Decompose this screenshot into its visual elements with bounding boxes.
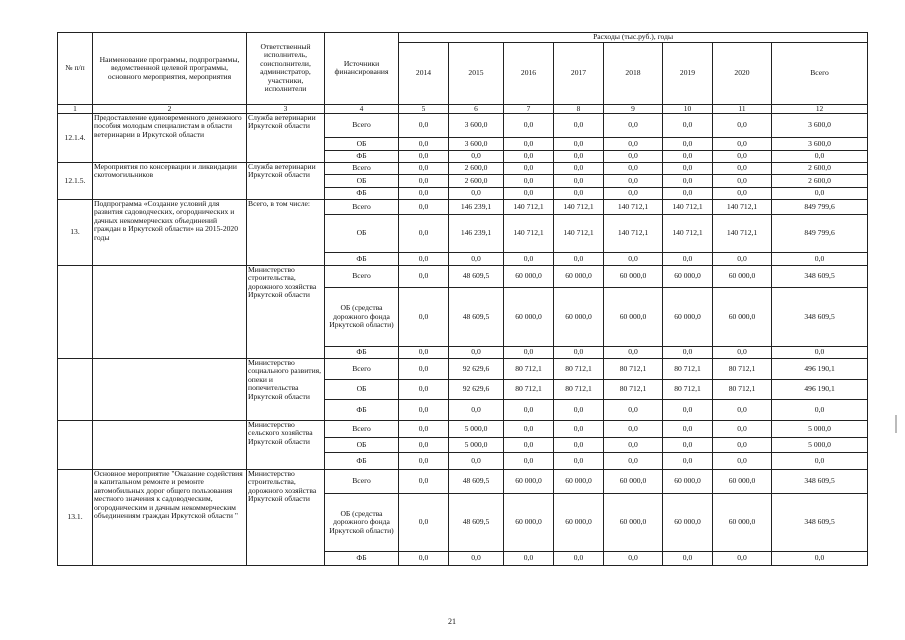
value-cell: 0,0 — [604, 187, 663, 199]
value-cell: 0,0 — [554, 137, 604, 150]
value-cell: 140 712,1 — [604, 199, 663, 214]
value-cell: 0,0 — [399, 551, 449, 565]
value-cell: 0,0 — [504, 437, 554, 452]
row-number: 12.1.5. — [58, 162, 93, 199]
value-cell: 0,0 — [663, 187, 713, 199]
col-number: 2 — [93, 104, 247, 113]
header-year: 2020 — [713, 42, 772, 104]
source-cell: ФБ — [325, 187, 399, 199]
value-cell: 0,0 — [504, 137, 554, 150]
header-expenses: Расходы (тыс.руб.), годы — [399, 33, 868, 43]
value-cell: 2 600,0 — [449, 174, 504, 187]
value-cell: 0,0 — [604, 346, 663, 358]
value-cell: 60 000,0 — [604, 493, 663, 551]
budget-table — [57, 32, 868, 566]
value-cell: 5 000,0 — [772, 420, 868, 437]
row-number: 13.1. — [58, 469, 93, 565]
source-cell: Всего — [325, 265, 399, 287]
source-cell: ФБ — [325, 452, 399, 469]
value-cell: 60 000,0 — [604, 469, 663, 493]
source-cell: ОБ — [325, 437, 399, 452]
source-cell: ОБ — [325, 379, 399, 399]
value-cell: 3 600,0 — [772, 137, 868, 150]
value-cell: 0,0 — [604, 437, 663, 452]
value-cell: 0,0 — [772, 150, 868, 162]
value-cell: 0,0 — [713, 452, 772, 469]
value-cell: 60 000,0 — [554, 493, 604, 551]
value-cell: 48 609,5 — [449, 287, 504, 346]
col-number: 1 — [58, 104, 93, 113]
value-cell: 80 712,1 — [604, 358, 663, 379]
value-cell: 60 000,0 — [663, 469, 713, 493]
value-cell: 60 000,0 — [713, 469, 772, 493]
value-cell: 849 799,6 — [772, 214, 868, 252]
table-row — [58, 199, 868, 214]
header-num: № п/п — [58, 33, 93, 105]
col-number: 6 — [449, 104, 504, 113]
value-cell: 0,0 — [663, 551, 713, 565]
value-cell: 60 000,0 — [713, 287, 772, 346]
value-cell: 0,0 — [504, 174, 554, 187]
row-responsible: Служба ветеринарии Иркутской области — [247, 113, 325, 162]
value-cell: 146 239,1 — [449, 214, 504, 252]
table-row — [58, 265, 868, 287]
source-cell: ФБ — [325, 150, 399, 162]
table-row — [58, 162, 868, 174]
value-cell: 48 609,5 — [449, 265, 504, 287]
value-cell: 0,0 — [449, 150, 504, 162]
value-cell: 0,0 — [663, 346, 713, 358]
source-cell: Всего — [325, 113, 399, 137]
value-cell: 0,0 — [713, 113, 772, 137]
value-cell: 0,0 — [399, 162, 449, 174]
row-responsible: Министерство социального развития, опеки и попечительства Иркутской области — [247, 358, 325, 420]
row-name: Подпрограмма «Создание условий для развития садоводческих, огороднических и дачных некоммерческих объединений граждан в Иркутской области» на 2015-2020 годы — [93, 199, 247, 265]
col-number: 3 — [247, 104, 325, 113]
header-name: Наименование программы, подпрограммы, ведомственной целевой программы, основного мероприятия, мероприятия — [93, 33, 247, 105]
value-cell: 0,0 — [554, 150, 604, 162]
source-cell: Всего — [325, 199, 399, 214]
value-cell: 60 000,0 — [604, 265, 663, 287]
value-cell: 80 712,1 — [604, 379, 663, 399]
value-cell: 60 000,0 — [554, 265, 604, 287]
value-cell: 0,0 — [399, 346, 449, 358]
value-cell: 0,0 — [604, 113, 663, 137]
value-cell: 0,0 — [713, 346, 772, 358]
value-cell: 0,0 — [772, 399, 868, 420]
value-cell: 60 000,0 — [554, 287, 604, 346]
value-cell: 0,0 — [399, 265, 449, 287]
row-responsible: Служба ветеринарии Иркутской области — [247, 162, 325, 199]
col-number: 5 — [399, 104, 449, 113]
row-responsible: Министерство сельского хозяйства Иркутской области — [247, 420, 325, 469]
value-cell: 0,0 — [713, 187, 772, 199]
value-cell: 0,0 — [399, 437, 449, 452]
col-number: 9 — [604, 104, 663, 113]
value-cell: 0,0 — [554, 399, 604, 420]
value-cell: 0,0 — [504, 346, 554, 358]
value-cell: 348 609,5 — [772, 265, 868, 287]
value-cell: 60 000,0 — [504, 493, 554, 551]
column-number-row — [58, 104, 868, 113]
value-cell: 0,0 — [449, 452, 504, 469]
value-cell: 0,0 — [713, 174, 772, 187]
value-cell: 0,0 — [604, 162, 663, 174]
empty-cell — [93, 265, 247, 358]
value-cell: 80 712,1 — [504, 358, 554, 379]
value-cell: 0,0 — [399, 287, 449, 346]
value-cell: 140 712,1 — [713, 214, 772, 252]
value-cell: 60 000,0 — [504, 469, 554, 493]
value-cell: 0,0 — [399, 493, 449, 551]
value-cell: 0,0 — [554, 551, 604, 565]
col-number: 7 — [504, 104, 554, 113]
table-row — [58, 469, 868, 493]
value-cell: 5 000,0 — [449, 420, 504, 437]
value-cell: 0,0 — [399, 113, 449, 137]
value-cell: 60 000,0 — [663, 493, 713, 551]
value-cell: 0,0 — [713, 551, 772, 565]
header-responsible: Ответственный исполнитель, соисполнители, администратор, участники, исполнители — [247, 33, 325, 105]
source-cell: ОБ — [325, 214, 399, 252]
value-cell: 0,0 — [399, 469, 449, 493]
value-cell: 0,0 — [772, 452, 868, 469]
table-row — [58, 420, 868, 437]
value-cell: 80 712,1 — [713, 358, 772, 379]
value-cell: 0,0 — [663, 113, 713, 137]
value-cell: 0,0 — [504, 420, 554, 437]
value-cell: 60 000,0 — [713, 493, 772, 551]
value-cell: 0,0 — [604, 399, 663, 420]
row-responsible: Всего, в том числе: — [247, 199, 325, 265]
value-cell: 0,0 — [504, 399, 554, 420]
header-total: Всего — [772, 42, 868, 104]
value-cell: 0,0 — [554, 437, 604, 452]
col-number: 10 — [663, 104, 713, 113]
value-cell: 0,0 — [663, 137, 713, 150]
value-cell: 0,0 — [663, 162, 713, 174]
value-cell: 60 000,0 — [504, 265, 554, 287]
value-cell: 140 712,1 — [554, 199, 604, 214]
value-cell: 3 600,0 — [449, 137, 504, 150]
value-cell: 0,0 — [713, 420, 772, 437]
value-cell: 0,0 — [663, 150, 713, 162]
value-cell: 0,0 — [399, 187, 449, 199]
source-cell: ОБ (средства дорожного фонда Иркутской области) — [325, 287, 399, 346]
value-cell: 0,0 — [554, 187, 604, 199]
source-cell: Всего — [325, 358, 399, 379]
col-number: 11 — [713, 104, 772, 113]
value-cell: 0,0 — [663, 452, 713, 469]
value-cell: 348 609,5 — [772, 493, 868, 551]
source-cell: ФБ — [325, 399, 399, 420]
value-cell: 0,0 — [504, 452, 554, 469]
row-name: Основное мероприятие "Оказание содействия в капитальном ремонте и ремонте автомобильных дорог общего пользования местного значения к садоводческим, огородническим и дачным некоммерческим объединениям граждан Иркутской области " — [93, 469, 247, 565]
page-number: 21 — [448, 617, 456, 626]
value-cell: 0,0 — [504, 551, 554, 565]
value-cell: 48 609,5 — [449, 493, 504, 551]
value-cell: 348 609,5 — [772, 469, 868, 493]
table-row — [58, 113, 868, 137]
value-cell: 2 600,0 — [449, 162, 504, 174]
row-responsible: Министерство строительства, дорожного хозяйства Иркутской области — [247, 469, 325, 565]
value-cell: 0,0 — [399, 358, 449, 379]
value-cell: 0,0 — [554, 174, 604, 187]
value-cell: 3 600,0 — [772, 113, 868, 137]
value-cell: 60 000,0 — [504, 287, 554, 346]
header-year: 2019 — [663, 42, 713, 104]
source-cell: ФБ — [325, 346, 399, 358]
value-cell: 0,0 — [713, 137, 772, 150]
header-year: 2015 — [449, 42, 504, 104]
value-cell: 60 000,0 — [554, 469, 604, 493]
source-cell: Всего — [325, 420, 399, 437]
empty-cell — [93, 420, 247, 469]
header-year: 2014 — [399, 42, 449, 104]
value-cell: 0,0 — [554, 113, 604, 137]
value-cell: 0,0 — [663, 252, 713, 265]
value-cell: 0,0 — [399, 379, 449, 399]
value-cell: 0,0 — [663, 174, 713, 187]
col-number: 8 — [554, 104, 604, 113]
value-cell: 2 600,0 — [772, 174, 868, 187]
value-cell: 0,0 — [554, 420, 604, 437]
value-cell: 0,0 — [713, 437, 772, 452]
value-cell: 0,0 — [772, 346, 868, 358]
value-cell: 60 000,0 — [604, 287, 663, 346]
value-cell: 3 600,0 — [449, 113, 504, 137]
row-responsible: Министерство строительства, дорожного хозяйства Иркутской области — [247, 265, 325, 358]
value-cell: 140 712,1 — [604, 214, 663, 252]
value-cell: 0,0 — [604, 420, 663, 437]
source-cell: ФБ — [325, 551, 399, 565]
value-cell: 0,0 — [713, 252, 772, 265]
value-cell: 0,0 — [449, 346, 504, 358]
value-cell: 0,0 — [554, 252, 604, 265]
value-cell: 0,0 — [604, 252, 663, 265]
value-cell: 0,0 — [399, 150, 449, 162]
value-cell: 0,0 — [713, 150, 772, 162]
empty-cell — [93, 358, 247, 420]
value-cell: 0,0 — [449, 252, 504, 265]
col-number: 12 — [772, 104, 868, 113]
value-cell: 48 609,5 — [449, 469, 504, 493]
value-cell: 0,0 — [604, 150, 663, 162]
value-cell: 0,0 — [772, 551, 868, 565]
value-cell: 0,0 — [504, 150, 554, 162]
header-year: 2018 — [604, 42, 663, 104]
row-name: Предоставление единовременного денежного пособия молодым специалистам в области ветеринарии в Иркутской области — [93, 113, 247, 162]
value-cell: 140 712,1 — [663, 199, 713, 214]
value-cell: 0,0 — [663, 420, 713, 437]
value-cell: 0,0 — [554, 452, 604, 469]
header-year: 2017 — [554, 42, 604, 104]
value-cell: 0,0 — [399, 137, 449, 150]
value-cell: 80 712,1 — [554, 379, 604, 399]
value-cell: 5 000,0 — [772, 437, 868, 452]
value-cell: 140 712,1 — [554, 214, 604, 252]
header-source: Источники финансирования — [325, 33, 399, 105]
value-cell: 140 712,1 — [504, 199, 554, 214]
col-number: 4 — [325, 104, 399, 113]
source-cell: ОБ (средства дорожного фонда Иркутской области) — [325, 493, 399, 551]
empty-cell — [58, 265, 93, 358]
value-cell: 80 712,1 — [663, 379, 713, 399]
value-cell: 0,0 — [604, 174, 663, 187]
value-cell: 80 712,1 — [663, 358, 713, 379]
source-cell: ОБ — [325, 174, 399, 187]
value-cell: 80 712,1 — [504, 379, 554, 399]
value-cell: 0,0 — [399, 174, 449, 187]
value-cell: 0,0 — [554, 162, 604, 174]
empty-cell — [58, 358, 93, 420]
value-cell: 92 629,6 — [449, 379, 504, 399]
value-cell: 5 000,0 — [449, 437, 504, 452]
value-cell: 140 712,1 — [663, 214, 713, 252]
source-cell: Всего — [325, 162, 399, 174]
source-cell: Всего — [325, 469, 399, 493]
value-cell: 0,0 — [713, 162, 772, 174]
value-cell: 849 799,6 — [772, 199, 868, 214]
value-cell: 140 712,1 — [504, 214, 554, 252]
value-cell: 0,0 — [604, 137, 663, 150]
value-cell: 0,0 — [399, 420, 449, 437]
header-year: 2016 — [504, 42, 554, 104]
value-cell: 0,0 — [399, 214, 449, 252]
value-cell: 80 712,1 — [713, 379, 772, 399]
value-cell: 0,0 — [504, 252, 554, 265]
table-row — [58, 358, 868, 379]
value-cell: 80 712,1 — [554, 358, 604, 379]
row-name: Мероприятия по консервации и ликвидации скотомогильников — [93, 162, 247, 199]
value-cell: 60 000,0 — [663, 287, 713, 346]
empty-cell — [58, 420, 93, 469]
row-number: 12.1.4. — [58, 113, 93, 162]
value-cell: 0,0 — [772, 252, 868, 265]
value-cell: 348 609,5 — [772, 287, 868, 346]
value-cell: 140 712,1 — [713, 199, 772, 214]
value-cell: 0,0 — [449, 187, 504, 199]
value-cell: 496 190,1 — [772, 358, 868, 379]
value-cell: 0,0 — [604, 452, 663, 469]
row-number: 13. — [58, 199, 93, 265]
value-cell: 0,0 — [399, 452, 449, 469]
value-cell: 496 190,1 — [772, 379, 868, 399]
value-cell: 0,0 — [604, 551, 663, 565]
value-cell: 0,0 — [504, 162, 554, 174]
source-cell: ОБ — [325, 137, 399, 150]
value-cell: 0,0 — [399, 199, 449, 214]
value-cell: 146 239,1 — [449, 199, 504, 214]
value-cell: 0,0 — [663, 437, 713, 452]
value-cell: 92 629,6 — [449, 358, 504, 379]
value-cell: 0,0 — [449, 399, 504, 420]
value-cell: 0,0 — [504, 187, 554, 199]
value-cell: 0,0 — [399, 252, 449, 265]
value-cell: 60 000,0 — [713, 265, 772, 287]
source-cell: ФБ — [325, 252, 399, 265]
value-cell: 0,0 — [713, 399, 772, 420]
value-cell: 0,0 — [554, 346, 604, 358]
scan-artifact — [895, 415, 897, 433]
value-cell: 0,0 — [772, 187, 868, 199]
value-cell: 2 600,0 — [772, 162, 868, 174]
value-cell: 0,0 — [399, 399, 449, 420]
value-cell: 0,0 — [504, 113, 554, 137]
value-cell: 0,0 — [663, 399, 713, 420]
value-cell: 0,0 — [449, 551, 504, 565]
value-cell: 60 000,0 — [663, 265, 713, 287]
